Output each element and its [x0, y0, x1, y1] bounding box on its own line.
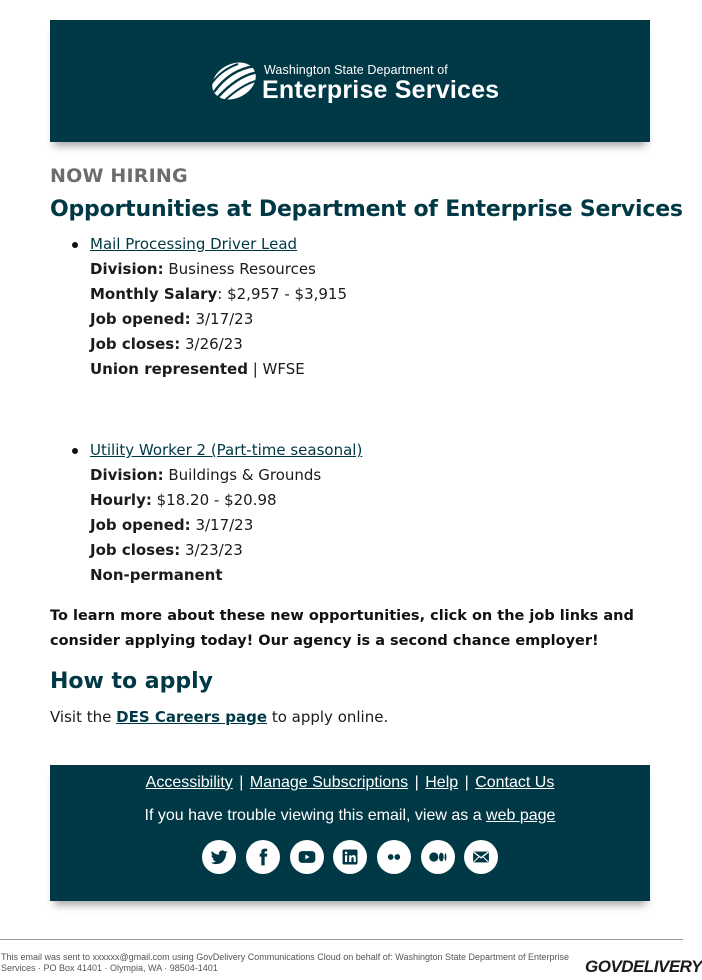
email-body	[50, 20, 683, 824]
job-union: Union represented | WFSE	[90, 360, 305, 378]
view-as-web-page-note: If you have trouble viewing this email, view as a web page	[144, 807, 556, 824]
youtube-icon[interactable]	[290, 840, 324, 874]
web-page-link[interactable]: web page	[486, 807, 556, 824]
job-opened: Job opened: 3/17/23	[90, 516, 254, 534]
job-division: Division: Business Resources	[90, 260, 316, 278]
legal-text: This email was sent to xxxxxx@gmail.com using GovDelivery Communications Cloud on behalf of: Washington State Department of Enterprise Services · PO Box 41401 · Olympia, WA · 98504-1401	[1, 952, 570, 973]
help-link[interactable]: Help	[425, 774, 459, 791]
how-to-apply-heading: How to apply	[50, 669, 214, 694]
logo-org-line2: Enterprise Services	[262, 76, 500, 104]
footer-links: Accessibility | Manage Subscriptions | Help | Contact Us	[145, 774, 555, 791]
govdelivery-logo[interactable]: GOVDELIVERY	[585, 957, 702, 976]
contact-us-link[interactable]: Contact Us	[475, 774, 555, 791]
job-title-link[interactable]: Mail Processing Driver Lead	[90, 235, 298, 253]
section-title: Opportunities at Department of Enterprise Services	[50, 197, 683, 222]
email-signup-icon[interactable]	[464, 840, 498, 874]
job-closes: Job closes: 3/26/23	[90, 335, 243, 353]
how-to-apply-text: Visit the DES Careers page to apply online.	[50, 708, 389, 726]
flickr-icon[interactable]	[377, 840, 411, 874]
job-pay: Hourly: $18.20 - $20.98	[90, 491, 277, 509]
linkedin-icon[interactable]	[333, 840, 367, 874]
job-opened: Job opened: 3/17/23	[90, 310, 254, 328]
des-swoosh-logo-icon	[208, 56, 264, 108]
manage-subscriptions-link[interactable]: Manage Subscriptions	[249, 774, 409, 791]
job-title-link[interactable]: Utility Worker 2 (Part-time seasonal)	[90, 441, 363, 459]
twitter-icon[interactable]	[202, 840, 236, 874]
legal-footer	[0, 939, 702, 976]
bullet-icon	[72, 242, 78, 248]
medium-icon[interactable]	[421, 840, 455, 874]
now-hiring-label: NOW HIRING	[50, 165, 188, 187]
accessibility-link[interactable]: Accessibility	[145, 774, 233, 791]
job-division: Division: Buildings & Grounds	[90, 466, 322, 484]
job-closes: Job closes: 3/23/23	[90, 541, 243, 559]
job-pay: Monthly Salary: $2,957 - $3,915	[90, 285, 348, 303]
social-icons	[202, 840, 498, 874]
logo-org-line1: Washington State Department of	[264, 63, 448, 77]
bullet-icon	[72, 448, 78, 454]
header-banner	[50, 20, 650, 142]
des-careers-link[interactable]: DES Careers page	[116, 708, 268, 726]
learn-more-paragraph: To learn more about these new opportunities, click on the job links and consider applying today! Our agency is a second chance employer!	[50, 608, 634, 649]
des-logo[interactable]	[208, 56, 498, 116]
facebook-icon[interactable]	[246, 840, 280, 874]
job-employment-type: Non-permanent	[90, 566, 223, 584]
footer	[50, 765, 650, 901]
